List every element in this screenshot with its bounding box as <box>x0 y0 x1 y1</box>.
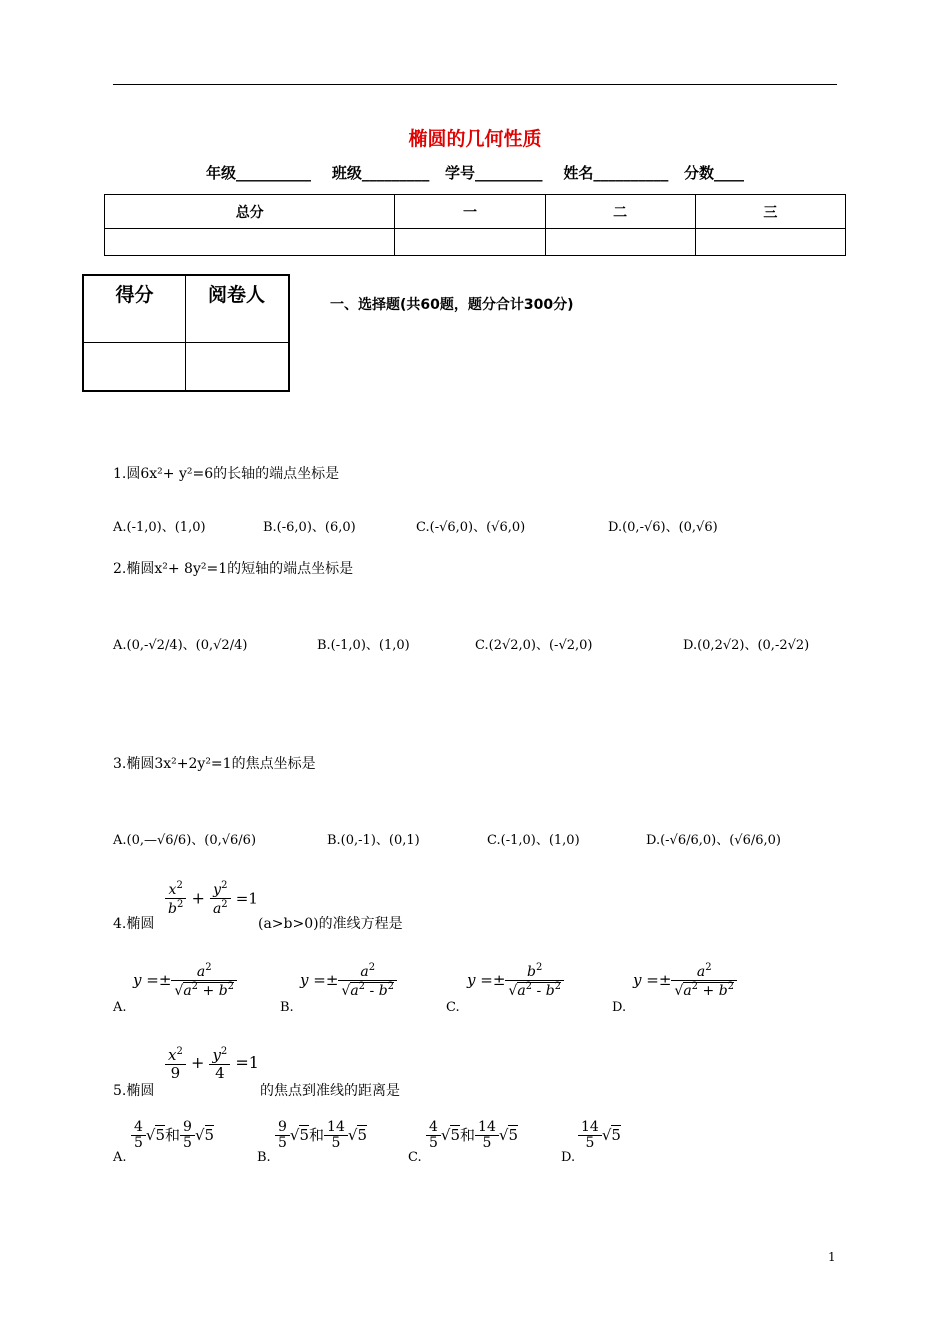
q1-stem: 1.圆6x²+ y²=6的长轴的端点坐标是 <box>113 466 340 482</box>
q1-option-c: C.(-√6,0)、(√6,0) <box>416 520 526 535</box>
q4-option-c-formula: y =± $\frac{b^2}{√a^2 - b^2}$ <box>467 962 564 1000</box>
q5-option-c-label: C. <box>408 1150 422 1165</box>
score-cell-3 <box>695 229 845 256</box>
header-rule <box>113 84 837 85</box>
q4-option-a-formula: y =± $\frac{a^2}{√a^2 + b^2}$ <box>133 962 237 1000</box>
q4-prefix: 4.椭圆 <box>113 916 155 932</box>
q2-option-a: A.(0,-√2/4)、(0,√2/4) <box>113 638 248 653</box>
q5-equation: $\frac{x^2}{9}$ + $\frac{y^2}{4}$ =1 <box>165 1046 259 1081</box>
q5-option-d-label: D. <box>561 1150 576 1165</box>
q5-suffix: 的焦点到准线的距离是 <box>260 1083 400 1099</box>
q1-option-a: A.(-1,0)、(1,0) <box>113 520 206 535</box>
grader-score-label: 得分 <box>115 284 154 306</box>
grader-box <box>82 274 290 392</box>
q5-prefix: 5.椭圆 <box>113 1083 155 1099</box>
q4-option-b-label: B. <box>280 1000 294 1015</box>
q2-option-d: D.(0,2√2)、(0,-2√2) <box>683 638 810 653</box>
q5-option-d-formula: $\frac{14}{5}$ √5 <box>578 1120 621 1152</box>
score-cell-2 <box>545 229 695 256</box>
q5-option-a-formula: $\frac{4}{5}$ √5和 $\frac{9}{5}$ √5 <box>131 1120 214 1152</box>
q4-suffix: (a>b>0)的准线方程是 <box>258 916 403 932</box>
score-header-3: 三 <box>695 195 845 229</box>
q2-option-b: B.(-1,0)、(1,0) <box>317 638 410 653</box>
q3-option-d: D.(-√6/6,0)、(√6/6,0) <box>646 833 781 848</box>
q1-option-b: B.(-6,0)、(6,0) <box>263 520 356 535</box>
q2-stem: 2.椭圆x²+ 8y²=1的短轴的端点坐标是 <box>113 561 354 577</box>
score-header-1: 一 <box>395 195 545 229</box>
section-heading: 一、选择题(共60题，题分合计300分) <box>330 297 574 313</box>
q3-option-c: C.(-1,0)、(1,0) <box>487 833 580 848</box>
page-title: 椭圆的几何性质 <box>408 128 542 150</box>
q5-option-c-formula: $\frac{4}{5}$ √5和 $\frac{14}{5}$ √5 <box>426 1120 518 1152</box>
q5-option-a-label: A. <box>113 1150 127 1165</box>
student-info-line: 年级__________ 班级_________ 学号_________ 姓名__________ 分数____ <box>205 164 745 182</box>
q1-option-d: D.(0,-√6)、(0,√6) <box>608 520 718 535</box>
q4-option-d-label: D. <box>612 1000 627 1015</box>
q4-option-d-formula: y =± $\frac{a^2}{√a^2 + b^2}$ <box>633 962 737 1000</box>
score-table <box>104 194 846 256</box>
q2-option-c: C.(2√2,0)、(-√2,0) <box>475 638 593 653</box>
q4-option-a-label: A. <box>113 1000 127 1015</box>
score-header-total: 总分 <box>105 195 395 229</box>
score-cell-1 <box>395 229 545 256</box>
q3-stem: 3.椭圆3x²+2y²=1的焦点坐标是 <box>113 756 316 772</box>
score-header-2: 二 <box>545 195 695 229</box>
q4-option-b-formula: y =± $\frac{a^2}{√a^2 - b^2}$ <box>300 962 397 1000</box>
q5-option-b-formula: $\frac{9}{5}$ √5和 $\frac{14}{5}$ √5 <box>275 1120 367 1152</box>
page-number: 1 <box>828 1250 836 1264</box>
q4-option-c-label: C. <box>446 1000 460 1015</box>
q5-option-b-label: B. <box>257 1150 271 1165</box>
q4-equation: $\frac{x^2}{b^2}$ + $\frac{y^2}{a^2}$ =1 <box>165 880 258 918</box>
score-cell-total <box>105 229 395 256</box>
grader-reader-label: 阅卷人 <box>207 284 265 306</box>
q3-option-b: B.(0,-1)、(0,1) <box>327 833 420 848</box>
q3-option-a: A.(0,—√6/6)、(0,√6/6) <box>113 833 257 848</box>
